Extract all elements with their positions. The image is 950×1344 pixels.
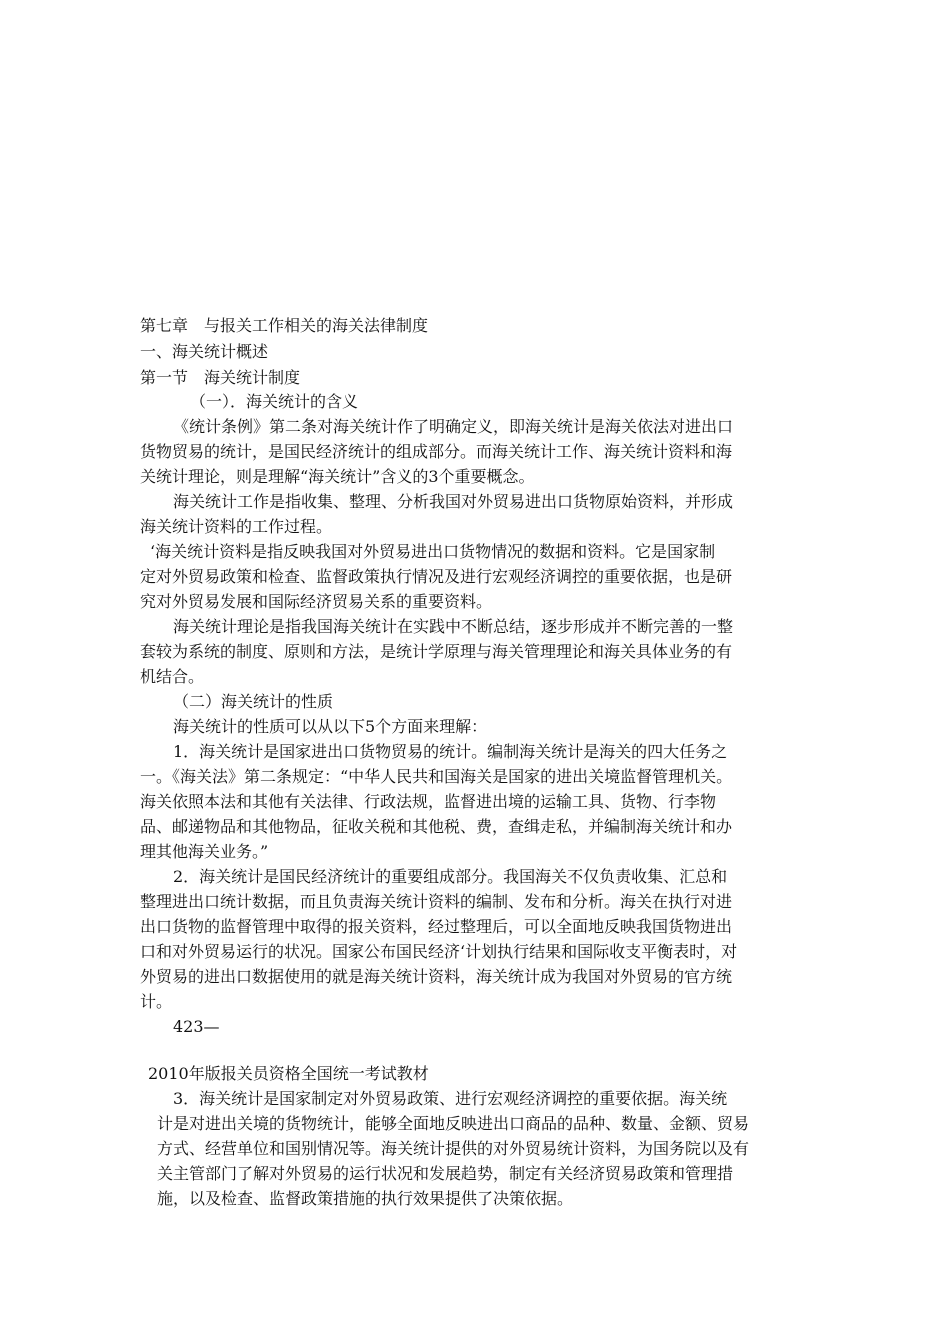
paragraph-line: 海关统计的性质可以从以下5个方面来理解： [173, 717, 488, 736]
paragraph-line: 整理进出口统计数据，而且负责海关统计资料的编制、发布和分析。海关在执行对进 [140, 892, 733, 911]
paragraph-line: 2．海关统计是国民经济统计的重要组成部分。我国海关不仅负责收集、汇总和 [173, 867, 728, 886]
page-number: 423— [173, 1017, 220, 1036]
paragraph-line: 一。《海关法》第二条规定：“中华人民共和国海关是国家的进出关境监督管理机关。 [140, 767, 733, 786]
paragraph-line: 品、邮递物品和其他物品，征收关税和其他税、费，查缉走私，并编制海关统计和办 [140, 817, 733, 836]
paragraph-line: 海关统计工作是指收集、整理、分析我国对外贸易进出口货物原始资料，并形成 [173, 492, 734, 511]
paragraph-line: 3．海关统计是国家制定对外贸易政策、进行宏观经济调控的重要依据。海关统 [173, 1089, 728, 1108]
paragraph-line: ‘海关统计资料是指反映我国对外贸易进出口货物情况的数据和资料。它是国家制 [150, 542, 716, 561]
paragraph-line: 口和对外贸易运行的状况。国家公布国民经济‘计划执行结果和国际收支平衡表时，对 [140, 942, 738, 961]
paragraph-line: 《统计条例》第二条对海关统计作了明确定义，即海关统计是海关依法对进出口 [173, 417, 734, 436]
subsection-heading: 第一节 海关统计制度 [140, 368, 301, 387]
part2-heading: （二）海关统计的性质 [173, 692, 334, 711]
paragraph-line: 出口货物的监督管理中取得的报关资料，经过整理后，可以全面地反映我国货物进出 [140, 917, 733, 936]
paragraph-line: 施，以及检查、监督政策措施的执行效果提供了决策依据。 [157, 1189, 574, 1208]
paragraph-line: 机结合。 [140, 667, 205, 686]
paragraph-line: 定对外贸易政策和检查、监督政策执行情况及进行宏观经济调控的重要依据，也是研 [140, 567, 733, 586]
paragraph-line: 究对外贸易发展和国际经济贸易关系的重要资料。 [140, 592, 493, 611]
running-header: 2010年版报关员资格全国统一考试教材 [148, 1064, 429, 1083]
paragraph-line: 计是对进出关境的货物统计，能够全面地反映进出口商品的品种、数量、金额、贸易 [157, 1114, 750, 1133]
paragraph-line: 关主管部门了解对外贸易的运行状况和发展趋势，制定有关经济贸易政策和管理措 [157, 1164, 734, 1183]
part1-heading: （一）．海关统计的含义 [190, 392, 359, 411]
paragraph-line: 关统计理论，则是理解“海关统计”含义的3个重要概念。 [140, 467, 535, 486]
paragraph-line: 套较为系统的制度、原则和方法，是统计学原理与海关管理理论和海关具体业务的有 [140, 642, 733, 661]
paragraph-line: 海关统计理论是指我国海关统计在实践中不断总结，逐步形成并不断完善的一整 [173, 617, 734, 636]
paragraph-line: 理其他海关业务。” [140, 842, 269, 861]
paragraph-line: 海关统计资料的工作过程。 [140, 517, 333, 536]
paragraph-line: 海关依照本法和其他有关法律、行政法规，监督进出境的运输工具、货物、行李物 [140, 792, 717, 811]
paragraph-line: 计。 [140, 992, 173, 1011]
paragraph-line: 1．海关统计是国家进出口货物贸易的统计。编制海关统计是海关的四大任务之 [173, 742, 728, 761]
chapter-title: 第七章 与报关工作相关的海关法律制度 [140, 316, 429, 335]
section-heading: 一、海关统计概述 [140, 342, 269, 361]
paragraph-line: 方式、经营单位和国别情况等。海关统计提供的对外贸易统计资料，为国务院以及有 [157, 1139, 750, 1158]
paragraph-line: 货物贸易的统计，是国民经济统计的组成部分。而海关统计工作、海关统计资料和海 [140, 442, 733, 461]
paragraph-line: 外贸易的进出口数据使用的就是海关统计资料，海关统计成为我国对外贸易的官方统 [140, 967, 733, 986]
